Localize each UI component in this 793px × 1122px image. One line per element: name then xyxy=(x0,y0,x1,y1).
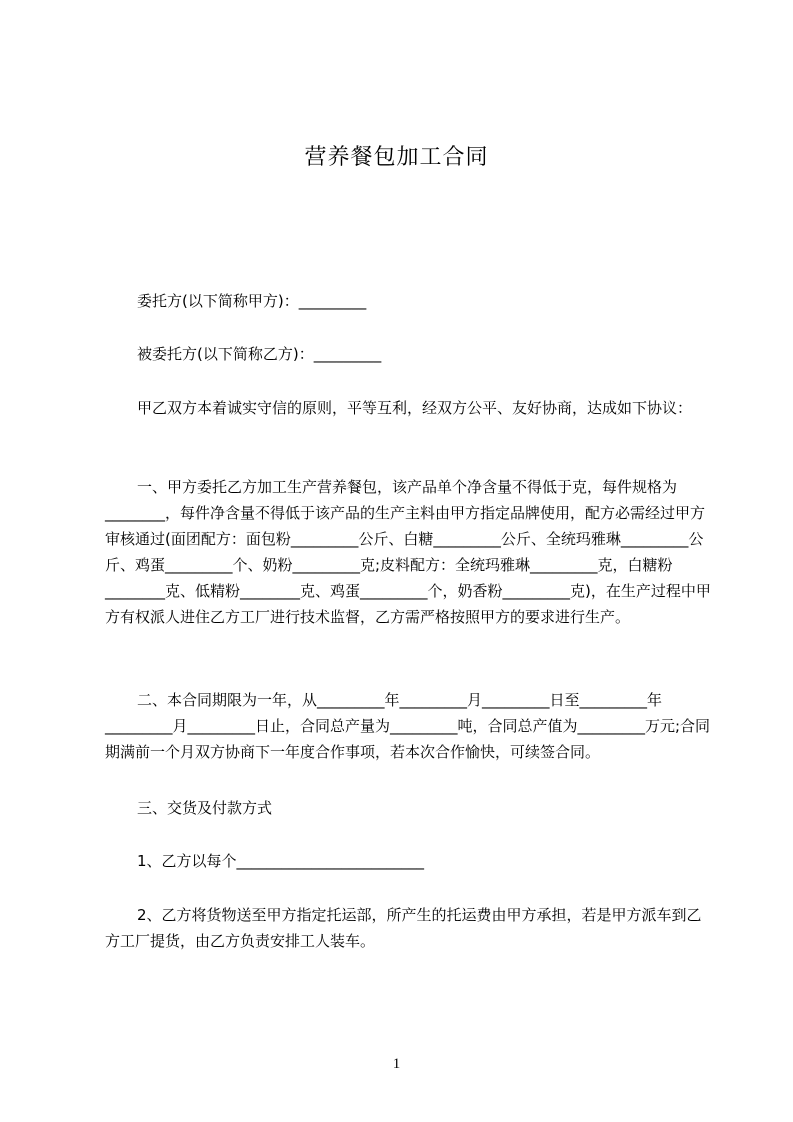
document-title: 营养餐包加工合同 xyxy=(304,145,489,170)
clause-1-paragraph: 一、甲方委托乙方加工生产营养餐包，该产品单个净含量不得低于克，每件规格为________，每件净含量不得低于该产品的生产主料由甲方指定品牌使用，配方必需经过甲方审核通过(面团配方：面包粉_________公斤、白糖_________公斤、全统玛雅琳_________公斤、鸡蛋_________个、奶粉_________克;皮料配方：全统玛雅琳_________克，白糖粉________克、低精粉________克、鸡蛋_________个，奶香粉_________克)，在生产过程中甲方有权派人进住乙方工厂进行技术监督，乙方需严格按照甲方的要求进行生产。 xyxy=(105,478,711,626)
page-number: 1 xyxy=(392,1056,401,1072)
clause-2-paragraph: 二、本合同期限为一年，从_________年_________月_________日至_________年_________月_________日止，合同总产量为_________吨，合同总产值为_________万元;合同期满前一个月双方协商下一年度合作事项，若本次合作愉快，可续签合同。 xyxy=(105,691,711,761)
party-b-line: 被委托方(以下简称乙方)：_________ xyxy=(137,345,382,363)
clause-3-item-1: 1、乙方以每个_________________________ xyxy=(137,852,425,870)
party-a-line: 委托方(以下简称甲方)：_________ xyxy=(137,292,367,310)
clause-3-item-2: 2、乙方将货物送至甲方指定托运部，所产生的托运费由甲方承担，若是甲方派车到乙方工厂提货，由乙方负责安排工人装车。 xyxy=(105,906,702,950)
preamble-paragraph: 甲乙双方本着诚实守信的原则，平等互利，经双方公平、友好协商，达成如下协议： xyxy=(137,399,693,417)
clause-3-heading: 三、交货及付款方式 xyxy=(137,799,273,817)
